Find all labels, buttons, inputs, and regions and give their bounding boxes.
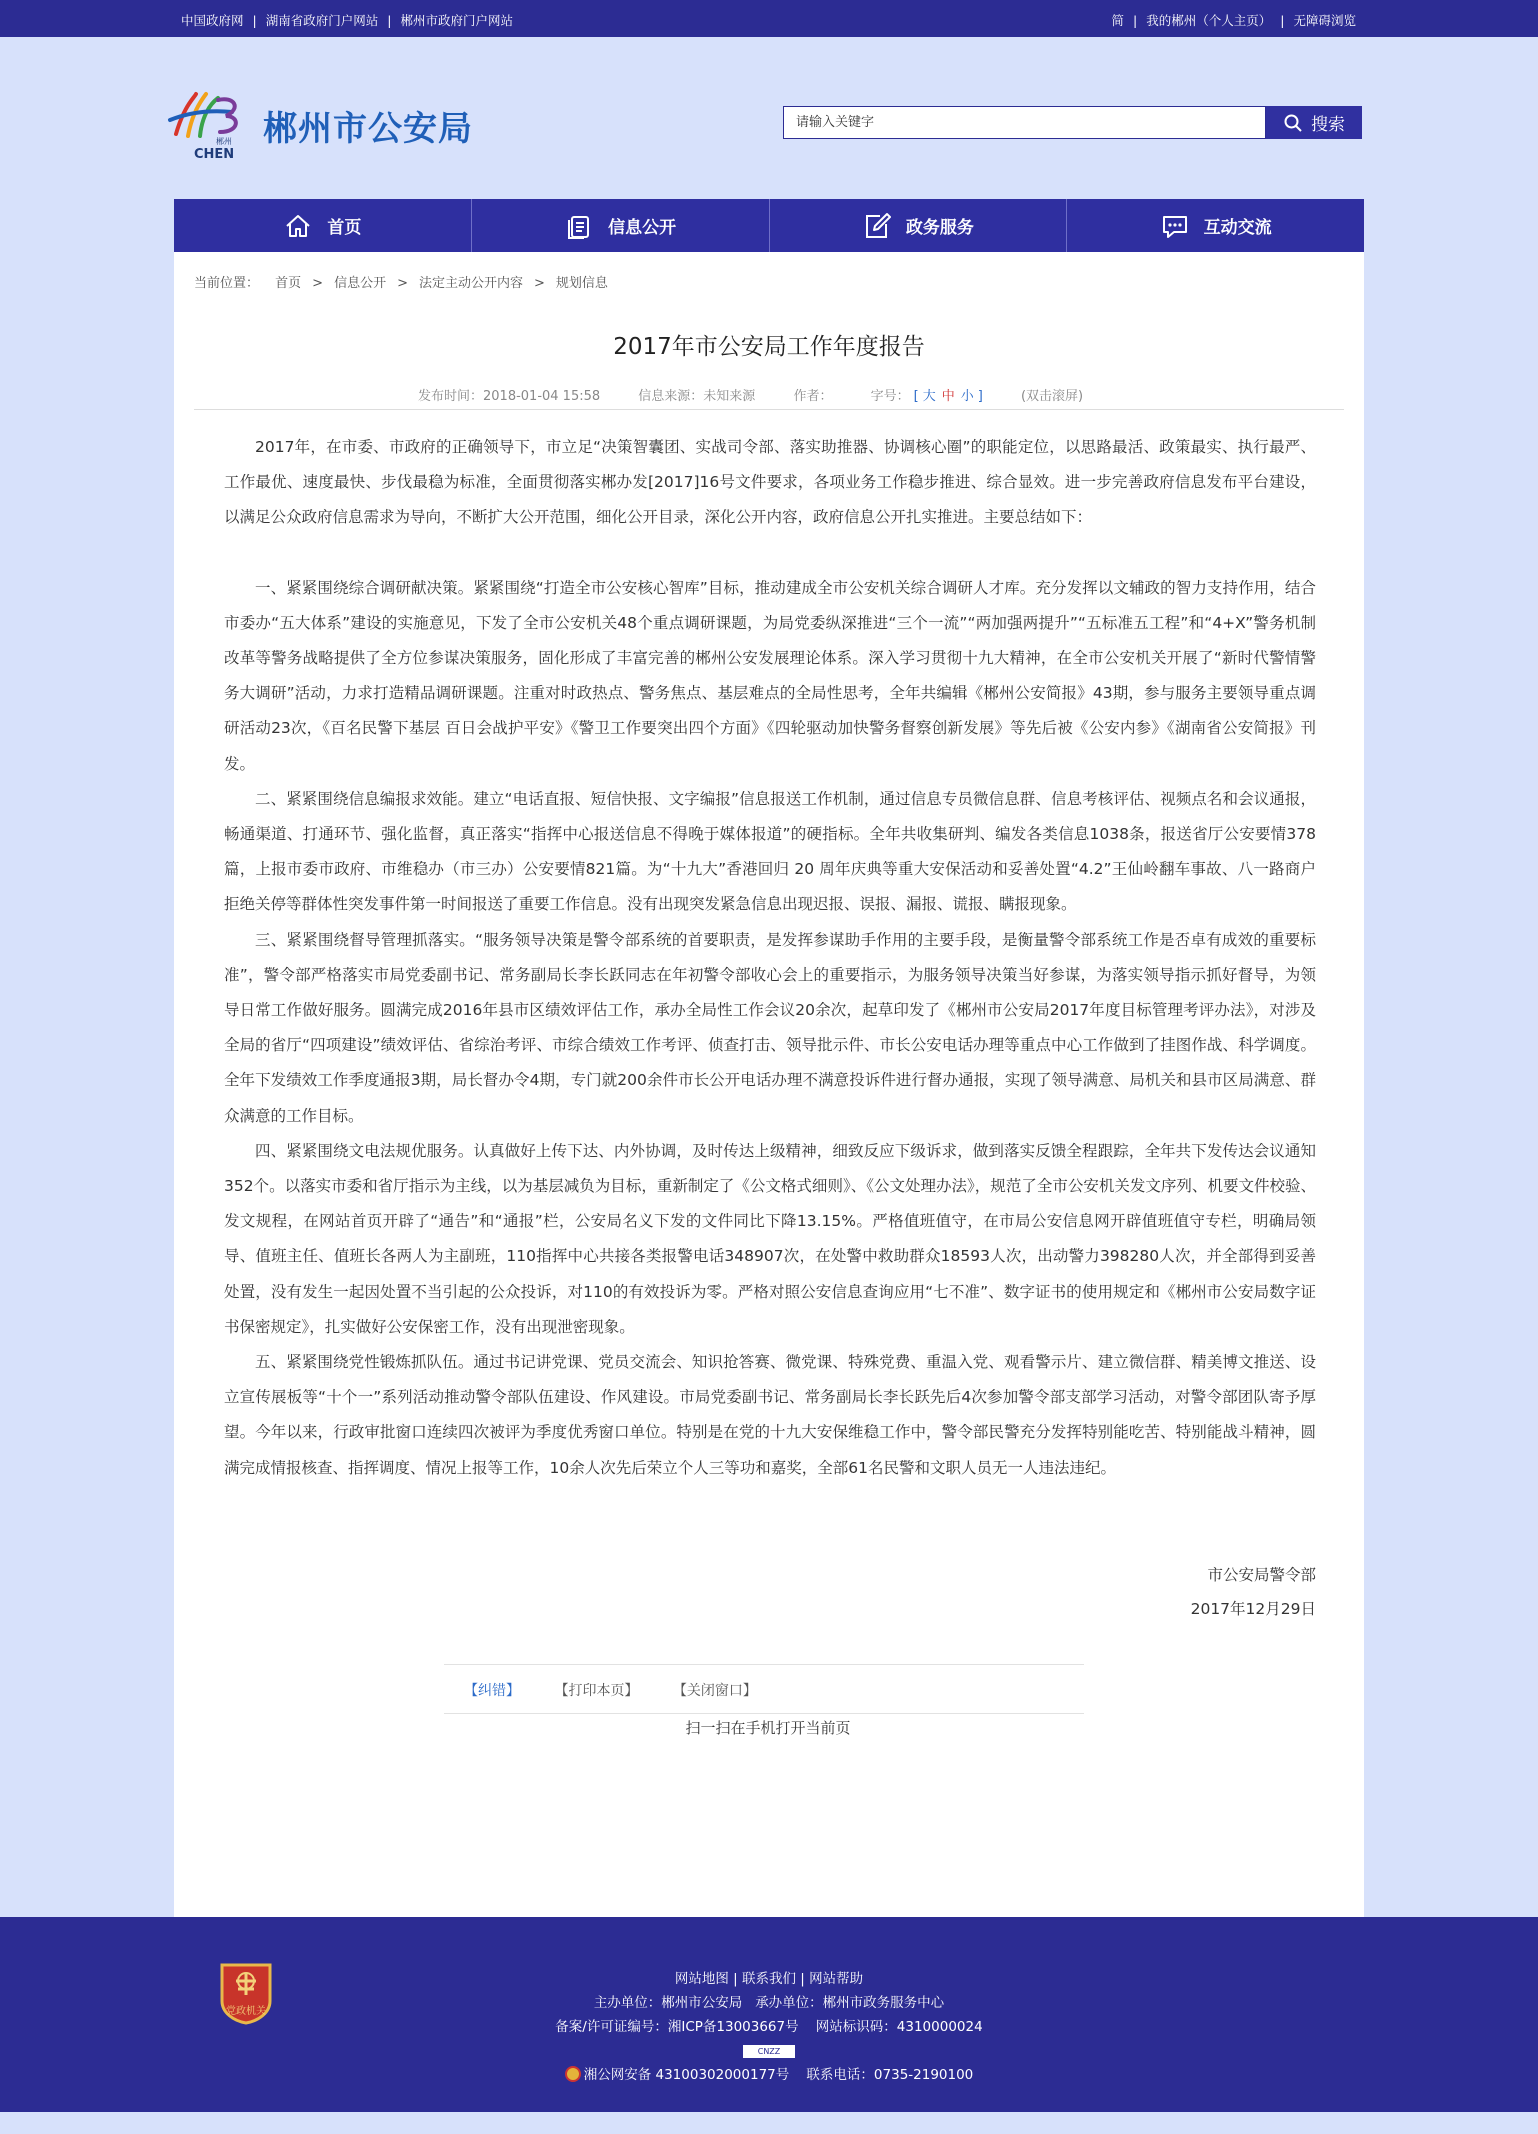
footer-icp [0, 2015, 1538, 2035]
chat-icon [1160, 211, 1190, 241]
home-icon [283, 211, 313, 241]
nav-interaction-label: 互动交流 [1203, 218, 1272, 238]
link-accessibility[interactable]: 无障碍浏览 [1293, 13, 1356, 28]
article-tools [464, 1680, 787, 1700]
paragraph-1: 一、紧紧围绕综合调研献决策。紧紧围绕“打造全市公安核心智库”目标，推动建成全市公安机关综合调研人才库。充分发挥以文辅政的智力支持作用，结合市委办“五大体系”建设的实施意见，下发了全市公安机关48个重点调研课题，为局党委纵深推进“三个一流”“两加强两提升”“五标准五工程”和“4+X”警务机制改革等警务战略提供了全方位参谋决策服务，固化形成了丰富完善的郴州公安发展理论体系。深入学习贯彻十九大精神，在全市公安机关开展了“新时代警情警务大调研”活动，力求打造精品调研课题。注重对时政热点、警务焦点、基层难点的全局性思考，全年共编辑《郴州公安简报》43期，参与服务主要领导重点调研活动23次，《百名民警下基层 百日会战护平安》《警卫工作要突出四个方面》《四轮驱动加快警务督察创新发展》等先后被《公安内参》《湖南省公安简报》刊发。 [224, 578, 1316, 773]
qr-scan-text: 扫一扫在手机打开当前页 [685, 1719, 851, 1737]
article-meta [418, 385, 1117, 404]
nav-service-label: 政务服务 [905, 218, 974, 238]
main-nav [174, 199, 1364, 252]
breadcrumb-statutory[interactable]: 法定主动公开内容 [419, 276, 524, 291]
tools-divider-bottom [444, 1713, 1084, 1714]
site-logo[interactable] [166, 86, 256, 162]
tools-divider-top [444, 1664, 1084, 1665]
police-badge-icon [565, 2066, 581, 2082]
signature [1191, 1558, 1316, 1626]
nav-info-disclosure[interactable] [472, 199, 770, 252]
breadcrumb-prefix: 当前位置： [194, 276, 260, 291]
font-size-medium[interactable]: 中 [941, 389, 955, 404]
paragraph-4: 四、紧紧围绕文电法规优服务。认真做好上传下达、内外协调，及时传达上级精神，细致反应下级诉求，做到落实反馈全程跟踪，全年共下发传达会议通知352个。以落实市委和省厅指示为主线，以为基层减负为目标，重新制定了《公文格式细则》、《公文处理办法》，规范了全市公安机关发文序列、机要文件校验、发文规程，在网站首页开辟了“通告”和“通报”栏，公安局名义下发的文件同比下降13.15%。严格值班值守，在市局公安信息网开辟值班值守专栏，明确局领导、值班主任、值班长各两人为主副班，110指挥中心共接各类报警电话348907次，在处警中救助群众18593人次，出动警力398280人次，并全部得到妥善处置，没有发生一起因处置不当引起的公众投诉，对110的有效投诉为零。严格对照公安信息查询应用“七不准”、数字证书的使用规定和《郴州市公安局数字证书保密规定》，扎实做好公安保密工作，没有出现泄密现象。 [224, 1141, 1316, 1336]
link-simplified[interactable]: 简 [1111, 13, 1125, 28]
breadcrumb-planning[interactable]: 规划信息 [555, 276, 608, 291]
close-window-button[interactable]: 【关闭窗口】 [672, 1683, 757, 1699]
paragraph-intro: 2017年，在市委、市政府的正确领导下，市立足“决策智囊团、实战司令部、落实助推器、协调核心圈”的职能定位，以思路最活、政策最实、执行最严、工作最优、速度最快、步伐最稳为标准，全面贯彻落实郴办发[2017]16号文件要求，各项业务工作稳步推进、综合显效。进一步完善政府信息发布平台建设，以满足公众政府信息需求为导向，不断扩大公开范围，细化公开目录，深化公开内容，政府信息公开扎实推进。主要总结如下： [224, 438, 1316, 527]
author: 作者： [793, 389, 833, 404]
nav-info-label: 信息公开 [608, 218, 677, 238]
signature-org: 市公安局警令部 [1207, 1566, 1316, 1584]
breadcrumb: 当前位置： 首页 > 信息公开 > 法定主动公开内容 > 规划信息 [194, 276, 608, 291]
nav-interaction[interactable] [1067, 199, 1364, 252]
publish-time: 发布时间：2018-01-04 15:58 [418, 389, 601, 404]
font-size-control: 字号： [ 大 中 小 ] [870, 389, 983, 404]
font-size-large[interactable]: 大 [922, 389, 936, 404]
nav-gov-service[interactable] [770, 199, 1068, 252]
edit-icon [862, 211, 892, 241]
search-box [783, 106, 1266, 139]
svg-text:党政机关: 党政机关 [226, 2006, 266, 2017]
content-panel [174, 252, 1364, 1917]
search-button-label: 搜索 [1311, 115, 1345, 135]
footer-stats [0, 2042, 1538, 2058]
info-source: 信息来源：未知来源 [638, 389, 756, 404]
sitemap-link[interactable]: 网站地图 [674, 1971, 729, 1987]
top-bar [0, 0, 1538, 37]
font-size-small[interactable]: 小 [960, 389, 974, 404]
link-china-gov[interactable]: 中国政府网 [181, 13, 244, 28]
correct-error-button[interactable]: 【纠错】 [464, 1683, 520, 1699]
breadcrumb-info[interactable]: 信息公开 [334, 276, 387, 291]
site-name: 郴州市公安局 [263, 109, 473, 149]
icp-record[interactable]: 备案/许可证编号：湘ICP备13003667号 [555, 2019, 799, 2035]
search-button[interactable] [1266, 106, 1362, 139]
print-button[interactable]: 【打印本页】 [554, 1683, 639, 1699]
contact-link[interactable]: 联系我们 [742, 1971, 796, 1987]
search-input[interactable] [784, 107, 1264, 138]
footer-police [0, 2063, 1538, 2083]
police-record[interactable]: 湘公网安备 43100302000177号 [583, 2067, 790, 2083]
paragraph-2: 二、紧紧围绕信息编报求效能。建立“电话直报、短信快报、文字编报”信息报送工作机制，通过信息专员微信息群、信息考核评估、视频点名和会议通报，畅通渠道、打通环节、强化监督，真正落实“指挥中心报送信息不得晚于媒体报道”的硬指标。全年共收集研判、编发各类信息1038条，报送省厅公安要情378篇，上报市委市政府、市维稳办（市三办）公安要情821篇。为“十九大”香港回归 20 周年庆典等重大安保活动和妥善处置“4.2”王仙岭翻车事故、八一路商户拒绝关停等群体性突发事件第一时间报送了重要工作信息。没有出现突发紧急信息出现迟报、误报、漏报、谎报、瞒报现象。 [224, 789, 1316, 914]
meta-divider [194, 409, 1344, 410]
link-chenzhou-gov[interactable]: 郴州市政府门户网站 [400, 13, 513, 28]
breadcrumb-home[interactable]: 首页 [275, 276, 302, 291]
nav-home[interactable] [174, 199, 472, 252]
paragraph-5: 五、紧紧围绕党性锻炼抓队伍。通过书记讲党课、党员交流会、知识抢答赛、微党课、特殊党费、重温入党、观看警示片、建立微信群、精美博文推送、设立宣传展板等“十个一”系列活动推动警令部队伍建设、作风建设。市局党委副书记、常务副局长李长跃先后4次参加警令部支部学习活动，对警令部团队寄予厚望。今年以来，行政审批窗口连续四次被评为季度优秀窗口单位。特别是在党的十九大安保维稳工作中，警令部民警充分发挥特别能吃苦、特别能战斗精神，圆满完成情报核查、指挥调度、情况上报等工作，10余人次先后荣立个人三等功和嘉奖，全部61名民警和文职人员无一人违法违纪。 [224, 1353, 1316, 1477]
site-code: 网站标识码：4310000024 [815, 2019, 983, 2035]
signature-date: 2017年12月29日 [1190, 1600, 1316, 1618]
footer [0, 1917, 1538, 2112]
link-hunan-gov[interactable]: 湖南省政府门户网站 [265, 13, 379, 28]
footer-links: 网站地图 | 联系我们 | 网站帮助 [674, 1971, 864, 1987]
link-my-chenzhou[interactable]: 我的郴州（个人主页） [1146, 13, 1272, 28]
double-click-scroll[interactable]: (双击滚屏) [1020, 389, 1084, 404]
top-links-right: 简 | 我的郴州（个人主页） | 无障碍浏览 [1111, 13, 1356, 28]
svg-text:郴州: 郴州 [216, 137, 232, 146]
document-icon [564, 211, 594, 241]
contact-phone: 联系电话：0735-2190100 [806, 2067, 974, 2083]
cnzz-stats-icon[interactable]: CNZZ [743, 2045, 795, 2058]
help-link[interactable]: 网站帮助 [809, 1971, 864, 1987]
search-icon [1283, 113, 1303, 133]
top-links-left: 中国政府网 | 湖南省政府门户网站 | 郴州市政府门户网站 [181, 13, 513, 28]
nav-home-label: 首页 [327, 218, 362, 238]
footer-sponsor: 主办单位：郴州市公安局 承办单位：郴州市政务服务中心 [593, 1995, 945, 2011]
svg-text:CHEN: CHEN [194, 147, 235, 162]
article-title: 2017年市公安局工作年度报告 [613, 334, 925, 360]
paragraph-3: 三、紧紧围绕督导管理抓落实。“服务领导决策是警令部系统的首要职责，是发挥参谋助手作用的主要手段，是衡量警令部系统工作是否卓有成效的重要标准”，警令部严格落实市局党委副书记、常务副局长李长跃同志在年初警令部收心会上的重要指示，为服务领导决策当好参谋，为落实领导指示抓好督导，为领导日常工作做好服务。圆满完成2016年县市区绩效评估工作，承办全局性工作会议20余次，起草印发了《郴州市公安局2017年度目标管理考评办法》，对涉及全局的省厅“四项建设”绩效评估、省综治考评、市综合绩效工作考评、侦查打击、领导批示件、市长公安电话办理等重点中心工作做到了挂图作战、科学调度。全年下发绩效工作季度通报3期，局长督办令4期，专门就200余件市长公开电话办理不满意投诉件进行督办通报，实现了领导满意、局机关和县市区局满意、群众满意的工作目标。 [224, 930, 1316, 1125]
article-body [224, 430, 1316, 1486]
